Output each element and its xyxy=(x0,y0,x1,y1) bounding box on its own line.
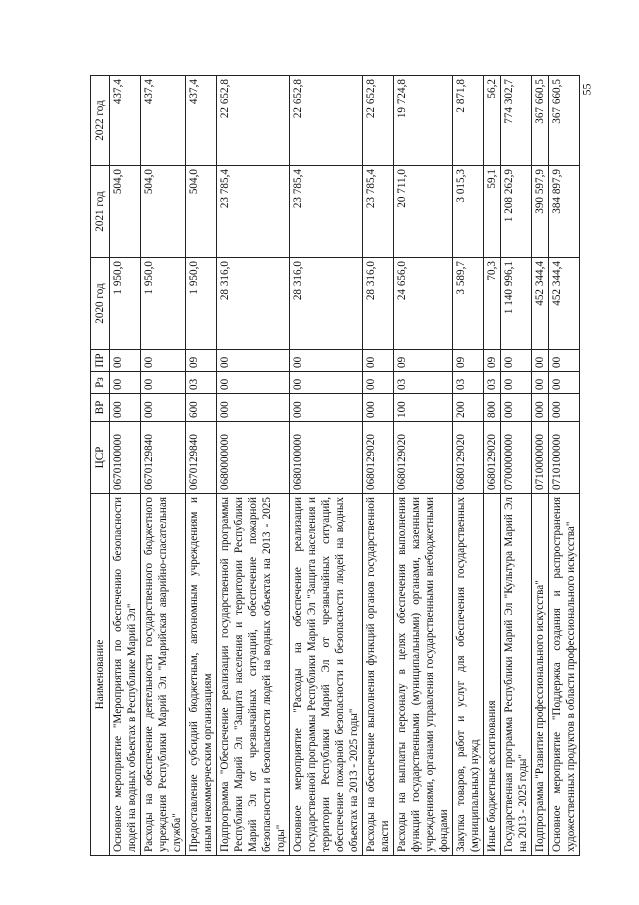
header-2022: 2022 год xyxy=(91,76,110,166)
table-header-row xyxy=(91,76,110,856)
row-rz: 00 xyxy=(363,372,394,394)
header-2020: 2020 год xyxy=(91,258,110,350)
table-row xyxy=(453,76,484,856)
row-2021: 23 785,4 xyxy=(217,166,290,258)
row-name: Расходы на обеспечение выполнения функций органов государственной власти xyxy=(363,494,394,856)
row-vr: 000 xyxy=(549,394,580,422)
table-row xyxy=(501,76,532,856)
row-pr: 00 xyxy=(290,350,363,372)
row-2022: 22 652,8 xyxy=(290,76,363,166)
header-vr: ВР xyxy=(91,394,110,422)
row-2022: 367 660,5 xyxy=(532,76,549,166)
rotated-table-container xyxy=(90,76,577,856)
row-vr: 000 xyxy=(141,394,186,422)
row-vr: 600 xyxy=(186,394,217,422)
row-pr: 00 xyxy=(532,350,549,372)
row-2020: 70,3 xyxy=(484,258,501,350)
page-number: 55 xyxy=(579,83,594,96)
row-rz: 00 xyxy=(110,372,141,394)
row-csr: 0680100000 xyxy=(290,422,363,494)
row-2021: 23 785,4 xyxy=(290,166,363,258)
row-2021: 390 597,9 xyxy=(532,166,549,258)
row-2021: 59,1 xyxy=(484,166,501,258)
row-name: Иные бюджетные ассигнования xyxy=(484,494,501,856)
table-row xyxy=(484,76,501,856)
row-vr: 000 xyxy=(363,394,394,422)
row-name: Подпрограмма "Развитие профессионального искусства" xyxy=(532,494,549,856)
row-2020: 3 589,7 xyxy=(453,258,484,350)
row-2022: 437,4 xyxy=(110,76,141,166)
table-row xyxy=(186,76,217,856)
row-name: Подпрограмма "Обеспечение реализации государственной программы Республики Марий Эл "Защита населения и территории Республики Марий Эл от чрезвычайных ситуаций, обеспечение пожарной безопасности и безопасности людей на водных объектах на 2013 - 2025 годы" xyxy=(217,494,290,856)
row-2021: 3 015,3 xyxy=(453,166,484,258)
row-2022: 56,2 xyxy=(484,76,501,166)
row-2020: 1 140 996,1 xyxy=(501,258,532,350)
row-name: Предоставление субсидий бюджетным, автономным учреждениям и иным некоммерческим организациям xyxy=(186,494,217,856)
row-csr: 0680129020 xyxy=(484,422,501,494)
row-rz: 03 xyxy=(186,372,217,394)
row-vr: 100 xyxy=(394,394,453,422)
row-csr: 0710100000 xyxy=(549,422,580,494)
row-2021: 23 785,4 xyxy=(363,166,394,258)
table-row xyxy=(290,76,363,856)
header-pr: ПР xyxy=(91,350,110,372)
row-rz: 00 xyxy=(501,372,532,394)
row-vr: 200 xyxy=(453,394,484,422)
row-2021: 504,0 xyxy=(186,166,217,258)
row-name: Основное мероприятие "Мероприятия по обеспечению безопасности людей на водных объектах в Республике Марий Эл" xyxy=(110,494,141,856)
row-pr: 09 xyxy=(484,350,501,372)
row-pr: 00 xyxy=(501,350,532,372)
row-2020: 452 344,4 xyxy=(532,258,549,350)
row-2022: 437,4 xyxy=(186,76,217,166)
row-2022: 367 660,5 xyxy=(549,76,580,166)
row-2020: 28 316,0 xyxy=(290,258,363,350)
row-name: Расходы на выплаты персоналу в целях обеспечения выполнения функций государственными (муниципальными) органами, казенными учреждениями, органами управления государственными внебюджетными фондами xyxy=(394,494,453,856)
row-vr: 800 xyxy=(484,394,501,422)
row-pr: 09 xyxy=(186,350,217,372)
table-row xyxy=(363,76,394,856)
row-vr: 000 xyxy=(501,394,532,422)
row-csr: 0680129020 xyxy=(363,422,394,494)
row-2022: 22 652,8 xyxy=(217,76,290,166)
row-name: Государственная программа Республики Марий Эл "Культура Марий Эл на 2013 - 2025 годы" xyxy=(501,494,532,856)
row-2021: 1 208 262,9 xyxy=(501,166,532,258)
row-rz: 03 xyxy=(484,372,501,394)
row-csr: 0710000000 xyxy=(532,422,549,494)
row-2020: 24 656,0 xyxy=(394,258,453,350)
header-name: Наименование xyxy=(91,494,110,856)
row-pr: 00 xyxy=(141,350,186,372)
row-2020: 28 316,0 xyxy=(217,258,290,350)
row-2021: 504,0 xyxy=(110,166,141,258)
row-name: Основное мероприятие "Поддержка создания и распространения художественных продуктов в области профессионального искусства" xyxy=(549,494,580,856)
row-2020: 452 344,4 xyxy=(549,258,580,350)
table-row xyxy=(532,76,549,856)
row-csr: 0670129840 xyxy=(141,422,186,494)
row-pr: 09 xyxy=(394,350,453,372)
header-csr: ЦСР xyxy=(91,422,110,494)
row-rz: 03 xyxy=(394,372,453,394)
row-csr: 0670129840 xyxy=(186,422,217,494)
row-2022: 2 871,8 xyxy=(453,76,484,166)
row-2020: 28 316,0 xyxy=(363,258,394,350)
table-row xyxy=(141,76,186,856)
row-2020: 1 950,0 xyxy=(141,258,186,350)
row-rz: 00 xyxy=(549,372,580,394)
budget-table xyxy=(90,75,580,856)
row-name: Основное мероприятие "Расходы на обеспечение реализации государственной программы Республики Марий Эл "Защита населения и территории Республики Марий Эл от чрезвычайных ситуаций, обеспечение пожарной безопасности и безопасности людей на водных объектах на 2013 - 2025 годы" xyxy=(290,494,363,856)
row-csr: 0700000000 xyxy=(501,422,532,494)
row-name: Закупка товаров, работ и услуг для обеспечения государственных (муниципальных) нужд xyxy=(453,494,484,856)
row-2021: 384 897,9 xyxy=(549,166,580,258)
row-vr: 000 xyxy=(217,394,290,422)
row-2021: 20 711,0 xyxy=(394,166,453,258)
row-2021: 504,0 xyxy=(141,166,186,258)
table-row xyxy=(217,76,290,856)
row-rz: 00 xyxy=(532,372,549,394)
row-csr: 0680000000 xyxy=(217,422,290,494)
row-vr: 000 xyxy=(290,394,363,422)
row-vr: 000 xyxy=(532,394,549,422)
row-csr: 0680129020 xyxy=(394,422,453,494)
row-pr: 09 xyxy=(453,350,484,372)
row-pr: 00 xyxy=(549,350,580,372)
row-rz: 00 xyxy=(290,372,363,394)
row-2022: 22 652,8 xyxy=(363,76,394,166)
row-pr: 00 xyxy=(217,350,290,372)
row-2022: 774 302,7 xyxy=(501,76,532,166)
row-2022: 437,4 xyxy=(141,76,186,166)
row-2020: 1 950,0 xyxy=(186,258,217,350)
table-row xyxy=(110,76,141,856)
row-2022: 19 724,8 xyxy=(394,76,453,166)
row-name: Расходы на обеспечение деятельности государственного бюджетного учреждения Республики Марий Эл "Марийская аварийно-спасательная служба" xyxy=(141,494,186,856)
row-rz: 03 xyxy=(453,372,484,394)
row-2020: 1 950,0 xyxy=(110,258,141,350)
row-vr: 000 xyxy=(110,394,141,422)
row-pr: 00 xyxy=(110,350,141,372)
row-rz: 00 xyxy=(217,372,290,394)
row-csr: 0670100000 xyxy=(110,422,141,494)
table-row xyxy=(549,76,580,856)
row-rz: 00 xyxy=(141,372,186,394)
table-row xyxy=(394,76,453,856)
header-2021: 2021 год xyxy=(91,166,110,258)
row-csr: 0680129020 xyxy=(453,422,484,494)
row-pr: 00 xyxy=(363,350,394,372)
header-rz: Рз xyxy=(91,372,110,394)
